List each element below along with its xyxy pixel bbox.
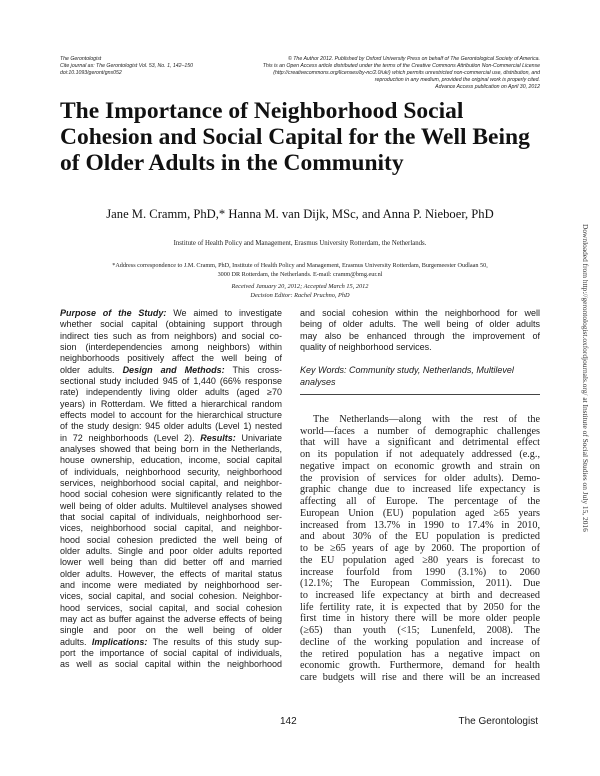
abstract-line: that social capital of individuals, neighborhood ser-: [60, 511, 282, 522]
abstract-line: sectional study included 945 of 1,440 (66% response: [60, 375, 282, 386]
body-line: to increased life expectancy at birth and decreased: [300, 590, 540, 602]
abstract-line: well being of older adults. Multilevel analyses showed: [60, 500, 282, 511]
abstract-line: house ownership, education, income, social capital: [60, 455, 282, 466]
abstract-line: port the importance of social capital of individuals,: [60, 647, 282, 658]
header-right-line: © The Author 2012. Published by Oxford University Press on behalf of The Gerontological Society of America.: [288, 56, 540, 62]
correspondence-line: *Address correspondence to J.M. Cramm, PhD, Institute of Health Policy and Management, Erasmus University Rotterdam, Burgemeester Oudlaan 50,: [112, 262, 488, 269]
body-line: that will have a significant and detrimental effect: [300, 437, 540, 449]
title-line: The Importance of Neighborhood Social: [60, 98, 464, 124]
abstract-line: indirect ties such as from neighbors) and social co-: [60, 330, 282, 341]
correspondence-line: 3000 DR Rotterdam, the Netherlands. E-mail: cramm@bmg.eur.nl: [217, 270, 383, 278]
keywords-line: analyses: [300, 376, 336, 387]
header-left-line: Cite journal as: The Gerontologist Vol. 53, No. 1, 142–150: [60, 63, 194, 69]
body-line: (≥65) than youth (<15; Lunenfeld, 2008). The: [300, 625, 540, 637]
abstract-text: We aimed to investigate: [173, 308, 282, 318]
abstract-heading-implications: Implications:: [91, 636, 148, 647]
abstract-text: This cross-: [232, 364, 282, 375]
header-left-line: doi:10.1093/geront/gns052: [60, 70, 122, 76]
abstract-line: analyses showed that being born in the Netherlands,: [60, 443, 282, 454]
abstract-line: lower well being than did better off and married: [60, 557, 282, 568]
correspondence-note: [0, 262, 600, 279]
section-divider: [300, 394, 540, 395]
body-line: the EU population aged ≥80 years is forecast to: [300, 554, 540, 566]
title-line: Cohesion and Social Capital for the Well Being: [60, 124, 530, 150]
abstract-line: hood social cohesion were significantly related to the: [60, 489, 282, 500]
body-line: European Union (EU) population aged ≥65 years: [300, 507, 540, 519]
abstract-heading-results: Results:: [200, 432, 236, 443]
header-right-line: (http://creativecommons.org/licenses/by-nc/2.0/uk/) which permits unrestricted non-commercial use, distribution, and: [273, 70, 540, 76]
body-line: (12.1%; The European Commission, 2011). Due: [300, 578, 540, 590]
abstract-line: of individuals, neighborhood security, neighborhood: [60, 466, 282, 477]
abstract-line: rate) independently living older adults (aged ≥70: [60, 387, 282, 398]
footer-journal-name: The Gerontologist: [458, 716, 538, 727]
download-watermark: [578, 224, 594, 549]
abstract-line: being of older adults. The well being of older adults: [300, 319, 540, 330]
publication-dates: [0, 283, 600, 300]
abstract-line: vices, social capital, and social cohesion. Neighbor-: [60, 591, 282, 602]
abstract-column-right: [300, 308, 540, 353]
affiliation: Institute of Health Policy and Management, Erasmus University Rotterdam, the Netherlands.: [173, 240, 427, 247]
body-line: economic growth. Furthermore, demand for health: [300, 660, 540, 672]
abstract-line: may also be enhanced through the improvement of: [300, 330, 540, 341]
abstract-line: and income were mediated by neighborhood ser-: [60, 579, 282, 590]
abstract-line: whether social capital (obtaining support through: [60, 319, 282, 330]
abstract-text: The results of this study sup-: [152, 636, 282, 647]
abstract-line: older adults. Single and poor older adults reported: [60, 545, 282, 556]
keywords: [300, 365, 540, 388]
abstract-line: sion (interdependencies among neighbors) within: [60, 341, 282, 352]
abstract-text: adults.: [60, 636, 87, 647]
abstract-line: vices, neighborhood social capital, and neighbor-: [60, 523, 282, 534]
abstract-line: [60, 308, 282, 319]
abstract-line: single and poor on the well being of older: [60, 625, 282, 636]
abstract-line: of the study design: 945 older adults (Level 1) nested: [60, 421, 282, 432]
abstract-line: services, neighborhood social capital, and neighbor-: [60, 477, 282, 488]
author-list: Jane M. Cramm, PhD,* Hanna M. van Dijk, MSc, and Anna P. Nieboer, PhD: [106, 207, 494, 221]
title-line: of Older Adults in the Community: [60, 150, 404, 176]
download-note: Downloaded from http://gerontologist.oxfordjournals.org/ at Institute of Social Studies on July 15, 2016: [581, 224, 590, 532]
body-text: [300, 414, 540, 684]
header-right-line: This is an Open Access article distributed under the terms of the Creative Commons Attribution Non-Commercial License: [262, 63, 540, 69]
body-line: graphic change due to increased life expectancy is: [300, 484, 540, 496]
abstract-line: may act as buffer against the adverse effects of being: [60, 613, 282, 624]
abstract-text: older adults.: [60, 364, 115, 375]
abstract-line: [60, 637, 282, 648]
abstract-line: older adults. However, the effects of marital status: [60, 568, 282, 579]
header-right-line: Advance Access publication on April 30, 2012: [435, 84, 540, 90]
abstract-line: neighborhoods positively affect the well being of: [60, 353, 282, 364]
abstract-line: hood services, social capital, and social cohesion: [60, 602, 282, 613]
abstract-line: years) in Rotterdam. We fitted a hierarchical random: [60, 398, 282, 409]
abstract-line: as well as social capital within the neighborhood: [60, 659, 282, 670]
abstract-line: hood social cohesion predicted the well being of: [60, 534, 282, 545]
abstract-line: [60, 365, 282, 376]
abstract-line: effects model to account for the hierarchical structure: [60, 409, 282, 420]
dates-line: Received January 20, 2012; Accepted March 15, 2012: [231, 283, 369, 290]
header-left-line: The Gerontologist: [60, 56, 102, 62]
abstract-text: in 72 neighborhoods (Level 2).: [60, 432, 195, 443]
abstract-heading-methods: Design and Methods:: [122, 364, 225, 375]
copyright-header: [230, 56, 540, 91]
abstract-text: Univariate: [241, 432, 282, 443]
body-line: world—faces a number of demographic challenges: [300, 425, 540, 437]
dates-line: Decision Editor: Rachel Pruchno, PhD: [250, 291, 350, 299]
body-line: the provision of services for older adults). Demo-: [300, 472, 540, 484]
body-line: and about 30% of the EU population is predicted: [300, 531, 540, 543]
body-line: first time in history there will be more older people: [300, 613, 540, 625]
header-right-line: reproduction in any medium, provided the original work is properly cited.: [374, 77, 540, 83]
keywords-line: [300, 365, 540, 377]
body-line: affecting all of Europe. The percentage of the: [300, 496, 540, 508]
body-line: life fertility rate, it is expected that by 2050 for the: [300, 601, 540, 613]
abstract-column-left: [60, 308, 282, 671]
body-line: The Netherlands—along with the rest of the: [313, 414, 540, 425]
body-line: on its population if not adequately addressed (e.g.,: [300, 449, 540, 461]
keywords-text: Community study, Netherlands, Multilevel: [349, 365, 514, 375]
body-line: decline of the working population and increase of: [300, 636, 540, 648]
body-line: increase fourfold from 1990 (3.1%) to 2060: [300, 566, 540, 578]
body-line: the retired population has a negative impact on: [300, 648, 540, 660]
abstract-line: quality of neighborhood services.: [300, 341, 432, 352]
keywords-label: Key Words:: [300, 365, 347, 375]
abstract-line: and social cohesion within the neighborhood for well: [300, 308, 540, 318]
body-line: care budgets will rise and there will be an increased: [300, 672, 540, 684]
abstract-line: [60, 433, 282, 444]
article-title: [60, 98, 550, 176]
body-line: increased from 13.7% in 1990 to 17.4% in 2010,: [300, 519, 540, 531]
body-line: to be ≥65 years of age by 2060. The proportion of: [300, 543, 540, 555]
page-number: 142: [280, 716, 297, 727]
abstract-heading-purpose: Purpose of the Study:: [60, 308, 167, 318]
body-line: negative impact on economic growth and strain on: [300, 460, 540, 472]
